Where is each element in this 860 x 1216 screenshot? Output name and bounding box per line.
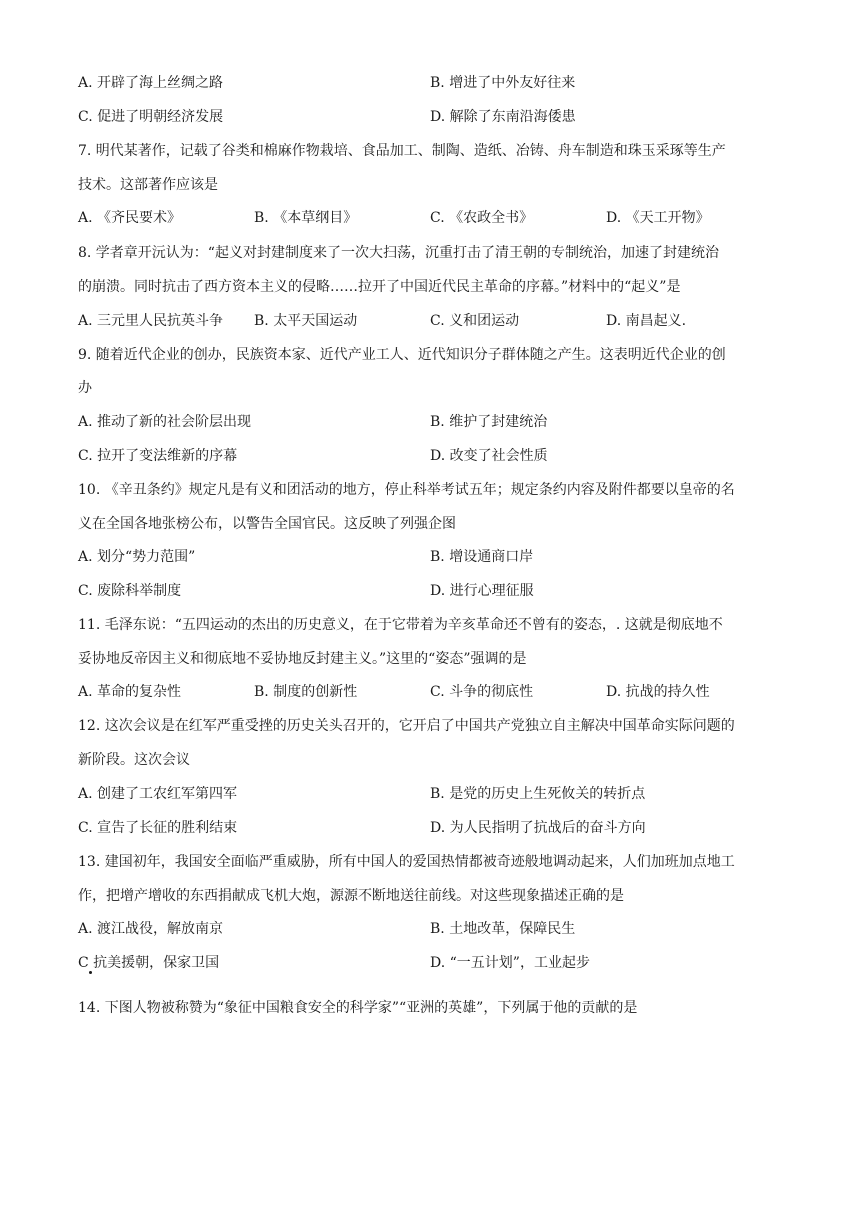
q7-option-a: A. 《齐民要术》 — [78, 210, 182, 226]
q8-option-b: B. 太平天国运动 — [254, 313, 358, 329]
q8-option-a: A. 三元里人民抗英斗争 — [78, 313, 224, 329]
q7-option-c: C. 《农政全书》 — [430, 210, 534, 226]
q13-option-a: A. 渡江战役，解放南京 — [78, 921, 224, 937]
q7-option-b: B. 《本草纲目》 — [254, 210, 358, 226]
q8-option-c: C. 义和团运动 — [430, 313, 520, 329]
q12-option-b: B. 是党的历史上生死攸关的转折点 — [430, 786, 646, 802]
q11-stem-line2: 妥协地反帝因主义和彻底地不妥协地反封建主义。”这里的“姿态”强调的是 — [78, 651, 527, 667]
q9-option-b: B. 维护了封建统治 — [430, 414, 548, 430]
q10-option-a: A. 划分“势力范围” — [78, 549, 196, 565]
q7-option-d: D. 《天工开物》 — [606, 210, 710, 226]
q12-stem-line1: 12. 这次会议是在红军严重受挫的历史关头召开的，它开启了中国共产党独立自主解决中国革命实际问题的 — [78, 718, 735, 734]
q12-option-d: D. 为人民指明了抗战后的奋斗方向 — [430, 820, 646, 836]
q9-stem-line1: 9. 随着近代企业的创办，民族资本家、近代产业工人、近代知识分子群体随之产生。这表明近代企业的创 — [78, 347, 726, 363]
q6-option-c: C. 促进了明朝经济发展 — [78, 109, 224, 125]
q6-option-a: A. 开辟了海上丝绸之路 — [78, 75, 224, 91]
q11-option-a: A. 革命的复杂性 — [78, 684, 182, 700]
q14-stem-line1: 14. 下图人物被称赞为“象征中国粮食安全的科学家”“亚洲的英雄”，下列属于他的贡献的是 — [78, 1000, 638, 1016]
q11-option-d: D. 抗战的持久性 — [606, 684, 710, 700]
q13-option-b: B. 土地改革，保障民生 — [430, 921, 576, 937]
q10-option-b: B. 增设通商口岸 — [430, 549, 534, 565]
q11-option-b: B. 制度的创新性 — [254, 684, 358, 700]
q7-stem-line1: 7. 明代某著作，记载了谷类和棉麻作物栽培、食品加工、制陶、造纸、冶铸、舟车制造和珠玉采琢等生产 — [78, 143, 726, 159]
q10-stem-line2: 义在全国各地张榜公布，以警告全国官民。这反映了列强企图 — [78, 516, 456, 532]
q11-stem-line1: 11. 毛泽东说：“五四运动的杰出的历史意义，在于它带着为辛亥革命还不曾有的姿态，. 这就是彻底地不 — [78, 617, 723, 633]
q13-stem-line2: 作，把增产增收的东西捐献成飞机大炮，源源不断地送往前线。对这些现象描述正确的是 — [78, 888, 624, 904]
q8-option-d: D. 南昌起义. — [606, 313, 687, 329]
q6-option-b: B. 增进了中外友好往来 — [430, 75, 576, 91]
q13-option-c: C 抗美援朝，保家卫国 — [78, 955, 220, 971]
q11-option-c: C. 斗争的彻底性 — [430, 684, 534, 700]
q7-stem-line2: 技术。这部著作应该是 — [78, 177, 218, 193]
q13-option-d: D. “一五计划”，工业起步 — [430, 955, 590, 971]
q13-stem-line1: 13. 建国初年，我国安全面临严重威胁，所有中国人的爱国热情都被奇迹般地调动起来，人们加班加点地工 — [78, 854, 735, 870]
q8-stem-line2: 的崩溃。同时抗击了西方资本主义的侵略……拉开了中国近代民主革命的序幕。”材料中的“起义”是 — [78, 279, 681, 295]
q9-option-d: D. 改变了社会性质 — [430, 448, 548, 464]
stray-dot-mark — [89, 971, 92, 974]
q10-option-d: D. 进行心理征服 — [430, 583, 534, 599]
q12-option-c: C. 宣告了长征的胜利结束 — [78, 820, 238, 836]
q8-stem-line1: 8. 学者章开沅认为：“起义对封建制度来了一次大扫荡，沉重打击了清王朝的专制统治，加速了封建统治 — [78, 245, 719, 261]
q6-option-d: D. 解除了东南沿海倭患 — [430, 109, 576, 125]
q12-stem-line2: 新阶段。这次会议 — [78, 752, 190, 768]
q10-option-c: C. 废除科举制度 — [78, 583, 182, 599]
q10-stem-line1: 10. 《辛丑条约》规定凡是有义和团活动的地方，停止科举考试五年；规定条约内容及附件都要以皇帝的名 — [78, 482, 735, 498]
q9-option-a: A. 推动了新的社会阶层出现 — [78, 414, 252, 430]
q12-option-a: A. 创建了工农红军第四军 — [78, 786, 238, 802]
q9-stem-line2: 办 — [78, 380, 92, 396]
q9-option-c: C. 拉开了变法维新的序幕 — [78, 448, 238, 464]
